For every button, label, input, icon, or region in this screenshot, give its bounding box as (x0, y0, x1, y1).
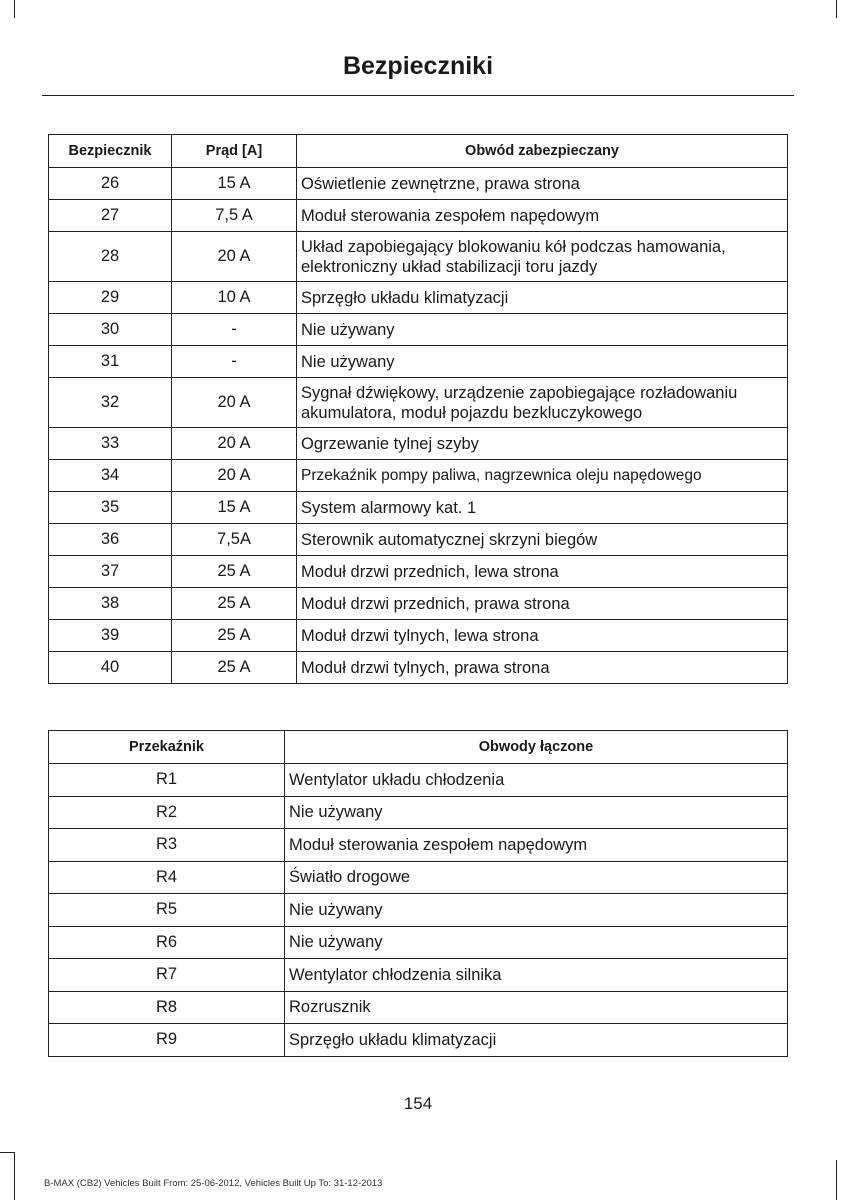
fuse-circuit: Sprzęgło układu klimatyzacji (297, 282, 788, 314)
table-row (49, 460, 788, 492)
fuse-table (48, 134, 788, 684)
fuse-number: 29 (49, 282, 172, 314)
relay-id: R7 (49, 959, 285, 992)
fuse-current: 25 A (172, 556, 297, 588)
relay-id: R1 (49, 764, 285, 797)
relay-table (48, 730, 788, 1057)
fuse-number: 26 (49, 168, 172, 200)
table-row (49, 829, 788, 862)
fuse-number: 31 (49, 346, 172, 378)
relay-id: R8 (49, 991, 285, 1024)
crop-mark-bottom-left-h (0, 1152, 15, 1153)
fuse-number: 39 (49, 620, 172, 652)
fuse-number: 37 (49, 556, 172, 588)
fuse-number: 35 (49, 492, 172, 524)
fuse-circuit: Moduł sterowania zespołem napędowym (297, 200, 788, 232)
fuse-circuit: Moduł drzwi przednich, lewa strona (297, 556, 788, 588)
table-row (49, 894, 788, 927)
table-row (49, 346, 788, 378)
table-row (49, 652, 788, 684)
table-row (49, 926, 788, 959)
fuse-number: 36 (49, 524, 172, 556)
fuse-current: 20 A (172, 232, 297, 282)
table-row (49, 764, 788, 797)
relay-id: R3 (49, 829, 285, 862)
title-divider (42, 95, 794, 96)
relay-id: R4 (49, 861, 285, 894)
relay-id: R9 (49, 1024, 285, 1057)
fuse-number: 38 (49, 588, 172, 620)
fuse-circuit: Oświetlenie zewnętrzne, prawa strona (297, 168, 788, 200)
fuse-number: 30 (49, 314, 172, 346)
footer-text: B-MAX (CB2) Vehicles Built From: 25-06-2012, Vehicles Built Up To: 31-12-2013 (44, 1178, 383, 1189)
crop-mark-top-right (836, 0, 837, 18)
header-relay: Przekaźnik (49, 731, 285, 764)
fuse-current: 20 A (172, 460, 297, 492)
table-row (49, 168, 788, 200)
table-row (49, 428, 788, 460)
relay-id: R6 (49, 926, 285, 959)
relay-circuit: Moduł sterowania zespołem napędowym (285, 829, 788, 862)
fuse-number: 34 (49, 460, 172, 492)
page-title: Bezpieczniki (342, 52, 494, 80)
table-row (49, 991, 788, 1024)
table-row (49, 861, 788, 894)
fuse-table-header (49, 135, 788, 168)
fuse-current: 20 A (172, 428, 297, 460)
crop-mark-bottom-right (836, 1160, 837, 1200)
fuse-circuit: Sterownik automatycznej skrzyni biegów (297, 524, 788, 556)
fuse-current: 15 A (172, 492, 297, 524)
relay-id: R2 (49, 796, 285, 829)
header-circuit: Obwód zabezpieczany (297, 135, 788, 168)
fuse-circuit: Układ zapobiegający blokowaniu kół podczas hamowania, elektroniczny układ stabilizacji toru jazdy (297, 232, 788, 282)
fuse-current: - (172, 314, 297, 346)
fuse-number: 28 (49, 232, 172, 282)
fuse-current: - (172, 346, 297, 378)
table-row (49, 1024, 788, 1057)
fuse-current: 25 A (172, 620, 297, 652)
fuse-current: 20 A (172, 378, 297, 428)
relay-circuit: Wentylator chłodzenia silnika (285, 959, 788, 992)
table-row (49, 524, 788, 556)
relay-circuit: Nie używany (285, 796, 788, 829)
fuse-circuit: Sygnał dźwiękowy, urządzenie zapobiegające rozładowaniu akumulatora, moduł pojazdu bezkluczykowego (297, 378, 788, 428)
fuse-current: 15 A (172, 168, 297, 200)
fuse-circuit: Nie używany (297, 314, 788, 346)
crop-mark-top-left (14, 0, 15, 18)
relay-circuit: Sprzęgło układu klimatyzacji (285, 1024, 788, 1057)
page-number: 154 (403, 1094, 433, 1113)
fuse-number: 33 (49, 428, 172, 460)
table-row (49, 200, 788, 232)
fuse-current: 25 A (172, 588, 297, 620)
relay-circuit: Światło drogowe (285, 861, 788, 894)
fuse-circuit: Nie używany (297, 346, 788, 378)
table-row (49, 796, 788, 829)
header-current: Prąd [A] (172, 135, 297, 168)
relay-circuit: Wentylator układu chłodzenia (285, 764, 788, 797)
header-switched-circuits: Obwody łączone (285, 731, 788, 764)
table-row (49, 588, 788, 620)
relay-circuit: Rozrusznik (285, 991, 788, 1024)
relay-circuit: Nie używany (285, 894, 788, 927)
fuse-current: 7,5A (172, 524, 297, 556)
relay-table-header (49, 731, 788, 764)
fuse-number: 27 (49, 200, 172, 232)
table-row (49, 556, 788, 588)
table-row (49, 232, 788, 282)
relay-circuit: Nie używany (285, 926, 788, 959)
table-row (49, 282, 788, 314)
fuse-number: 32 (49, 378, 172, 428)
table-row (49, 492, 788, 524)
table-row (49, 620, 788, 652)
fuse-circuit: Ogrzewanie tylnej szyby (297, 428, 788, 460)
fuse-circuit: System alarmowy kat. 1 (297, 492, 788, 524)
fuse-current: 7,5 A (172, 200, 297, 232)
fuse-current: 25 A (172, 652, 297, 684)
fuse-circuit: Moduł drzwi przednich, prawa strona (297, 588, 788, 620)
fuse-current: 10 A (172, 282, 297, 314)
fuse-circuit: Przekaźnik pompy paliwa, nagrzewnica oleju napędowego (297, 460, 788, 492)
fuse-circuit: Moduł drzwi tylnych, prawa strona (297, 652, 788, 684)
table-row (49, 314, 788, 346)
fuse-circuit: Moduł drzwi tylnych, lewa strona (297, 620, 788, 652)
relay-id: R5 (49, 894, 285, 927)
fuse-number: 40 (49, 652, 172, 684)
table-row (49, 959, 788, 992)
table-row (49, 378, 788, 428)
crop-mark-bottom-left-v (14, 1152, 15, 1200)
header-fuse: Bezpiecznik (49, 135, 172, 168)
